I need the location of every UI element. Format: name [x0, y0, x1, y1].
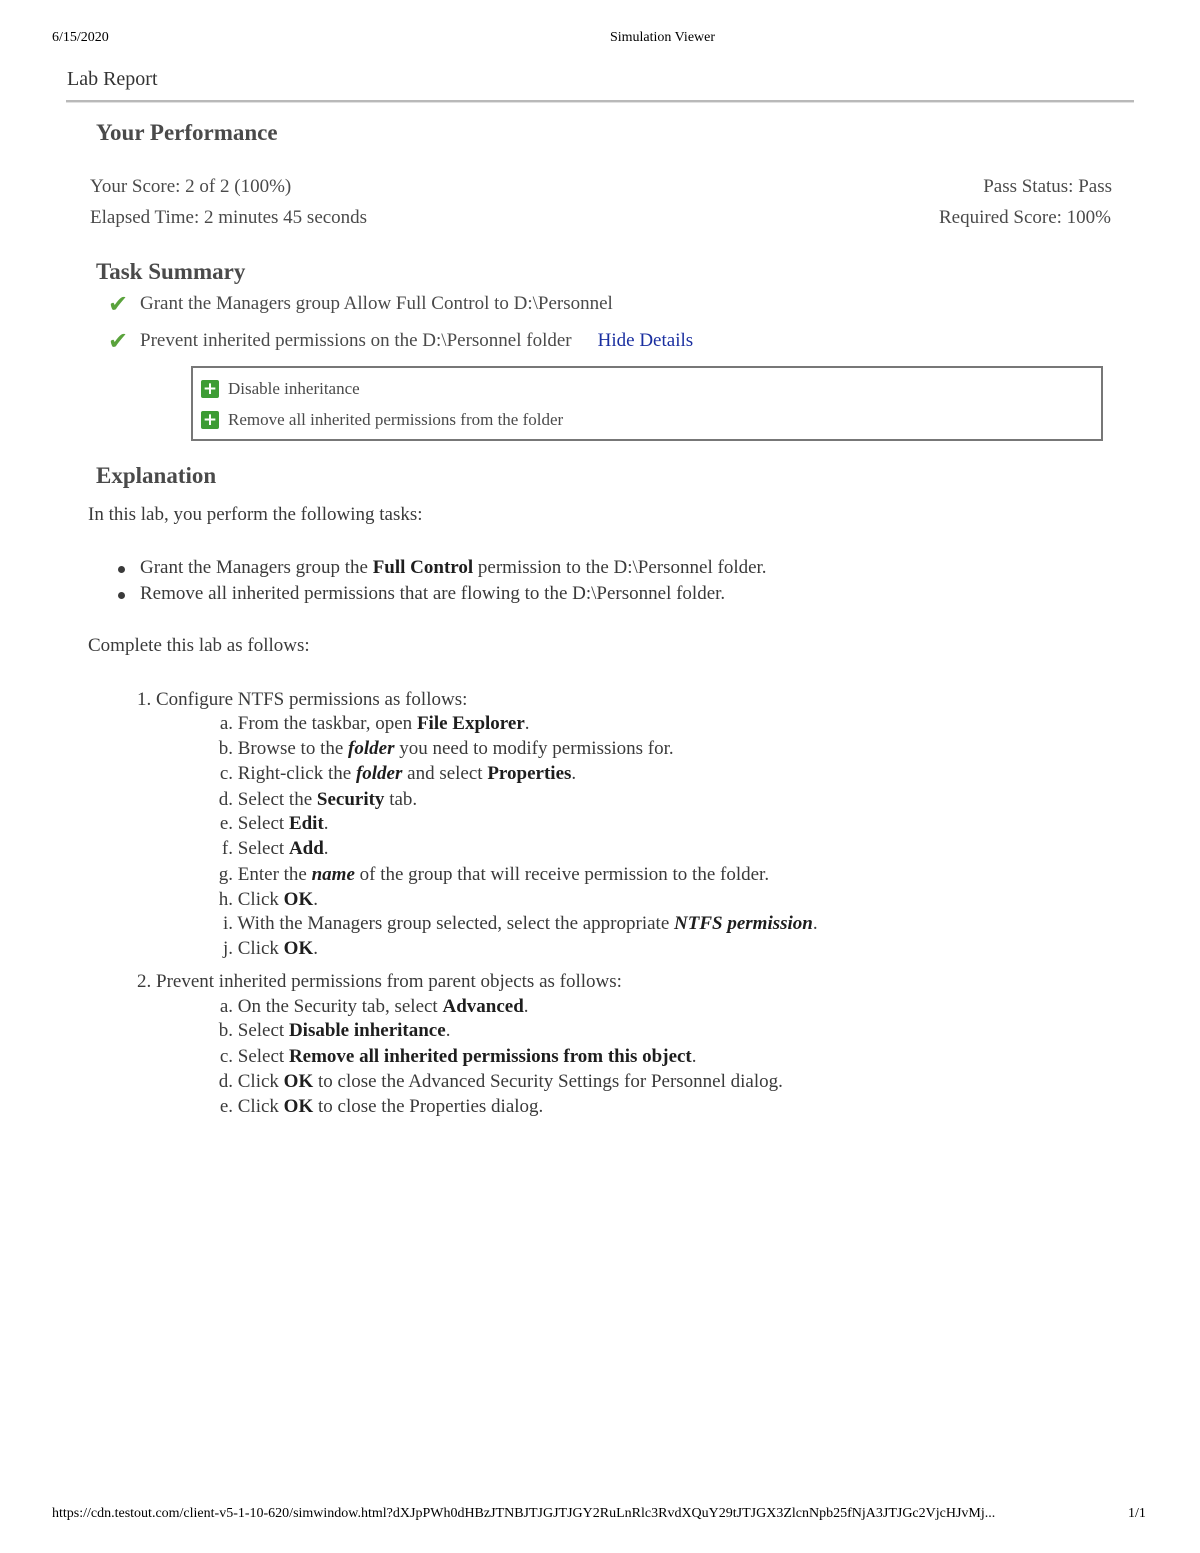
- checkmark-icon: ✔: [108, 290, 129, 318]
- explanation-heading: Explanation: [96, 463, 217, 488]
- print-header: [0, 30, 1200, 50]
- step-item: 2. Prevent inherited permissions from parent objects as follows:: [137, 971, 622, 992]
- print-title: Simulation Viewer: [609, 30, 716, 45]
- task-item: [108, 327, 693, 355]
- detail-label: Remove all inherited permissions from the folder: [228, 410, 564, 429]
- detail-item: [201, 410, 563, 430]
- lab-report-title: Lab Report: [67, 68, 158, 90]
- bullet-item: Remove all inherited permissions that are flowing to the D:\Personnel folder.: [140, 582, 767, 608]
- detail-label: Disable inheritance: [228, 379, 360, 398]
- substep-item: c. Select Remove all inherited permissions from this object.: [219, 1046, 697, 1067]
- checkmark-icon: ✔: [108, 327, 129, 355]
- detail-item: [201, 379, 360, 399]
- elapsed-time-text: Elapsed Time: 2 minutes 45 seconds: [90, 207, 368, 228]
- score-text: Your Score: 2 of 2 (100%): [90, 176, 292, 197]
- pass-status-text: Pass Status: Pass: [983, 176, 1112, 197]
- substep-item: a. From the taskbar, open File Explorer.: [219, 713, 530, 734]
- task-summary-heading: Task Summary: [96, 259, 246, 284]
- substep-item: f. Select Add.: [221, 838, 329, 859]
- complete-instructions: Complete this lab as follows:: [88, 635, 310, 656]
- print-footer: [52, 1506, 1152, 1522]
- substep-item: b. Browse to the folder you need to modify permissions for.: [218, 738, 674, 759]
- substep-item: d. Select the Security tab.: [218, 789, 418, 810]
- substep-item: b. Select Disable inheritance.: [218, 1020, 451, 1041]
- title-divider: [66, 100, 1134, 103]
- substep-item: i. With the Managers group selected, select the appropriate NTFS permission.: [222, 913, 818, 934]
- task-details-box: [191, 366, 1103, 441]
- task-bullet-list: [140, 556, 767, 608]
- substep-item: h. Click OK.: [218, 889, 318, 910]
- substep-item: d. Click OK to close the Advanced Security Settings for Personnel dialog.: [218, 1071, 783, 1092]
- required-score-text: Required Score: 100%: [938, 207, 1111, 228]
- page-number: 1/1: [1128, 1506, 1146, 1521]
- print-date: 6/15/2020: [52, 30, 109, 45]
- footer-url: https://cdn.testout.com/client-v5-1-10-620/simwindow.html?dXJpPWh0dHBzJTNBJTJGJTJGY2RuLnRlc3RvdXQuY29tJTJGX3ZlcnNpb25fNjA3JTJGc2VjcHJvMj...: [52, 1506, 996, 1521]
- substep-item: e. Select Edit.: [219, 813, 329, 834]
- explanation-intro: In this lab, you perform the following tasks:: [88, 504, 423, 525]
- task-item: [108, 290, 613, 318]
- plus-icon: +: [202, 379, 218, 399]
- plus-icon: +: [202, 410, 218, 430]
- substep-item: a. On the Security tab, select Advanced.: [219, 996, 529, 1017]
- task-label: Grant the Managers group Allow Full Control to D:\Personnel: [140, 293, 613, 314]
- task-label: Prevent inherited permissions on the D:\Personnel folder: [140, 330, 572, 351]
- bullet-item: Grant the Managers group the Full Control permission to the D:\Personnel folder.: [140, 556, 767, 582]
- step-item: 1. Configure NTFS permissions as follows:: [137, 689, 468, 710]
- substep-item: c. Right-click the folder and select Properties.: [219, 763, 577, 784]
- substep-item: j. Click OK.: [222, 938, 318, 959]
- performance-heading: Your Performance: [96, 120, 278, 145]
- substep-item: g. Enter the name of the group that will receive permission to the folder.: [218, 864, 770, 885]
- hide-details-link[interactable]: Hide Details: [597, 330, 694, 351]
- substep-item: e. Click OK to close the Properties dialog.: [219, 1096, 544, 1117]
